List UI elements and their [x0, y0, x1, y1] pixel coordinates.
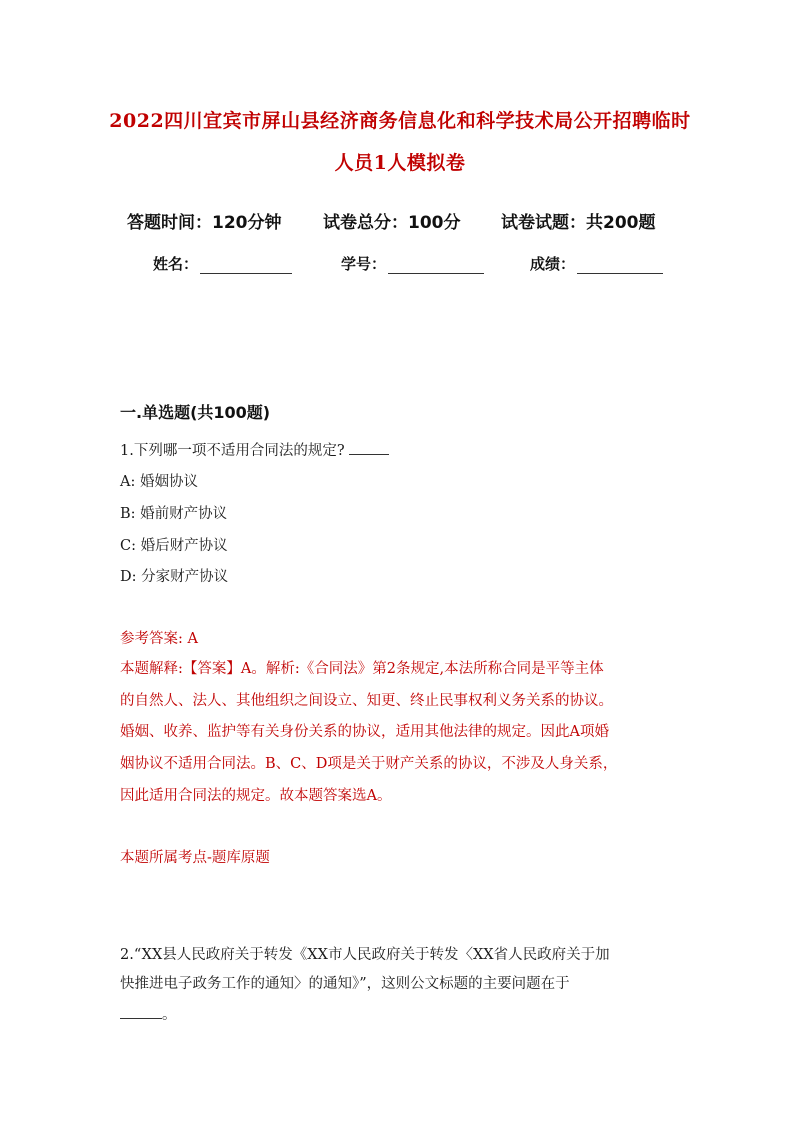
question-2-stem-line-1: 2.“XX县人民政府关于转发《XX市人民政府关于转发〈XX省人民政府关于加 — [120, 947, 610, 963]
explanation-line: 姻协议不适用合同法。B、C、D项是关于财产关系的协议，不涉及人身关系， — [120, 756, 618, 772]
option-a: A: 婚姻协议 — [120, 474, 198, 490]
question-2-stem-line-3 — [120, 1003, 177, 1024]
page-title-line-1: 2022四川宜宾市屏山县经济商务信息化和科学技术局公开招聘临时 — [109, 110, 691, 132]
question-2-stem-end: 。 — [162, 1007, 177, 1023]
score-blank — [577, 257, 663, 274]
explanation-line: 婚姻、收养、监护等有关身份关系的协议，适用其他法律的规定。因此A项婚 — [120, 724, 609, 740]
answer-blank — [349, 440, 389, 455]
section-title: 一.单选题(共100题) — [120, 403, 271, 422]
exam-total-score: 试卷总分：100分 — [323, 213, 461, 233]
question-2-stem-line-2: 快推进电子政务工作的通知〉的通知》”，这则公文标题的主要问题在于 — [120, 976, 570, 992]
student-id-blank — [388, 257, 484, 274]
explanation-line: 本题解释:【答案】A。解析:《合同法》第2条规定,本法所称合同是平等主体 — [120, 661, 604, 677]
option-b: B: 婚前财产协议 — [120, 506, 228, 522]
name-label: 姓名： — [153, 255, 199, 273]
question-1-text: 1.下列哪一项不适用合同法的规定? — [120, 443, 345, 459]
name-field — [153, 253, 292, 274]
option-c: C: 婚后财产协议 — [120, 538, 228, 554]
knowledge-point: 本题所属考点-题库原题 — [120, 850, 270, 866]
reference-answer: 参考答案: A — [120, 631, 198, 647]
score-field — [530, 253, 663, 274]
student-id-label: 学号： — [341, 255, 387, 273]
explanation-line: 的自然人、法人、其他组织之间设立、知更、终止民事权利义务关系的协议。 — [120, 693, 613, 709]
student-id-field — [341, 253, 484, 274]
option-d: D: 分家财产协议 — [120, 569, 229, 585]
score-label: 成绩： — [530, 255, 576, 273]
answer-blank — [120, 1004, 162, 1019]
page-title-line-2: 人员1人模拟卷 — [334, 152, 466, 174]
name-blank — [200, 257, 292, 274]
exam-question-count: 试卷试题：共200题 — [501, 213, 656, 233]
question-1-stem — [120, 439, 389, 460]
exam-time: 答题时间：120分钟 — [127, 213, 282, 233]
explanation-line: 因此适用合同法的规定。故本题答案选A。 — [120, 788, 392, 804]
